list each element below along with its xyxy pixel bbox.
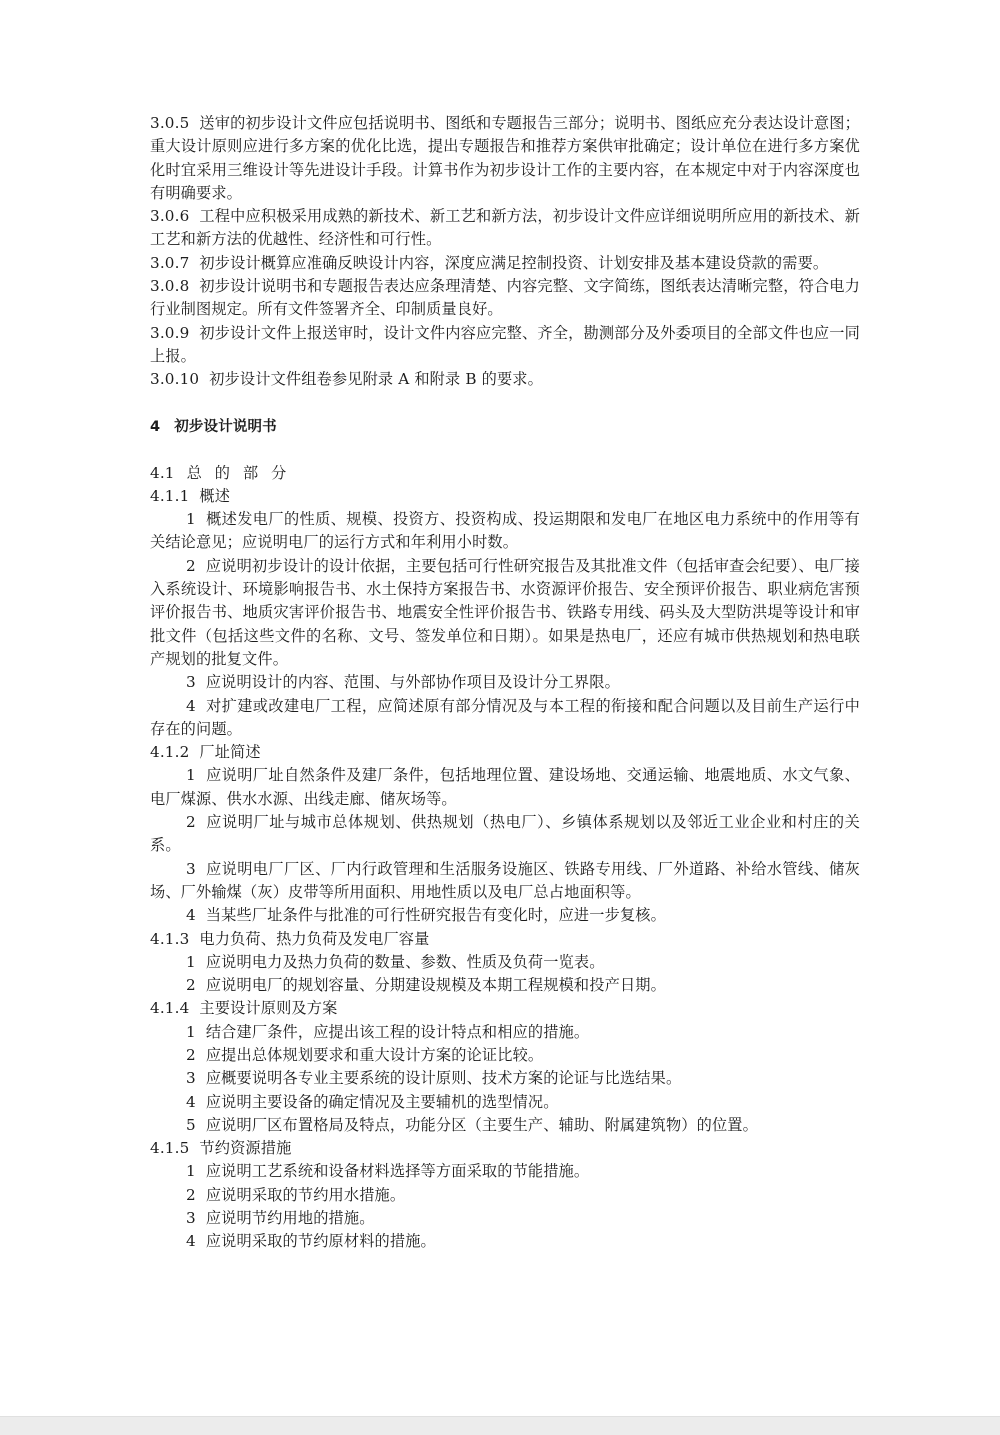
subsection-items-4-1-5 xyxy=(150,1160,860,1253)
subsection-heading-4-1-1 xyxy=(150,485,860,508)
subsection-heading-4-1-2 xyxy=(150,741,860,764)
subsection-number: 4.1.3 xyxy=(150,929,190,948)
item-number: 3 xyxy=(186,1069,196,1088)
item-number: 1 xyxy=(186,1162,196,1181)
section-number: 4.1 xyxy=(150,463,175,482)
item-text: 应说明设计的内容、范围、与外部协作项目及设计分工界限。 xyxy=(205,673,620,692)
chapter-title: 初步设计说明书 xyxy=(174,418,277,435)
subsection-heading-4-1-3 xyxy=(150,928,860,951)
subsection-number: 4.1.4 xyxy=(150,999,190,1018)
item-number: 4 xyxy=(186,696,196,715)
item-number: 1 xyxy=(186,766,196,785)
clause-text: 初步设计文件组卷参见附录 A 和附录 B 的要求。 xyxy=(209,370,543,389)
list-item xyxy=(150,974,860,997)
item-text: 应说明厂区布置格局及特点，功能分区（主要生产、辅助、附属建筑物）的位置。 xyxy=(205,1115,758,1134)
list-item xyxy=(150,858,860,905)
clause-text: 工程中应积极采用成熟的新技术、新工艺和新方法，初步设计文件应详细说明所应用的新技术、新工艺和新方法的优越性、经济性和可行性。 xyxy=(150,207,860,249)
item-text: 应概要说明各专业主要系统的设计原则、技术方案的论证与比选结果。 xyxy=(205,1069,682,1088)
item-number: 5 xyxy=(186,1115,196,1134)
item-number: 1 xyxy=(186,510,196,529)
list-item xyxy=(150,555,860,671)
section-title: 总的部分 xyxy=(186,463,300,482)
list-item xyxy=(150,1044,860,1067)
item-text: 应说明节约用地的措施。 xyxy=(205,1209,375,1228)
item-text: 结合建厂条件，应提出该工程的设计特点和相应的措施。 xyxy=(205,1022,590,1041)
subsection-items-4-1-2 xyxy=(150,764,860,927)
list-item xyxy=(150,1160,860,1183)
item-text: 应说明电厂厂区、厂内行政管理和生活服务设施区、铁路专用线、厂外道路、补给水管线、储灰场、厂外输煤（灰）皮带等所用面积、用地性质以及电厂总占地面积等。 xyxy=(150,859,860,901)
item-text: 应说明采取的节约用水措施。 xyxy=(205,1185,406,1204)
subsection-title: 厂址简述 xyxy=(199,743,261,762)
clause-number: 3.0.8 xyxy=(150,277,190,296)
item-number: 3 xyxy=(186,1209,196,1228)
list-item xyxy=(150,1230,860,1253)
subsection-items-4-1-4 xyxy=(150,1021,860,1137)
item-number: 4 xyxy=(186,1092,196,1111)
item-number: 2 xyxy=(186,813,196,832)
item-text: 对扩建或改建电厂工程，应简述原有部分情况及与本工程的衔接和配合问题以及目前生产运行中存在的问题。 xyxy=(150,696,860,738)
item-text: 应说明厂址自然条件及建厂条件，包括地理位置、建设场地、交通运输、地震地质、水文气象、电厂煤源、供水水源、出线走廊、储灰场等。 xyxy=(150,766,860,808)
clause-3-0-8 xyxy=(150,275,860,322)
subsection-items-4-1-3 xyxy=(150,951,860,998)
item-number: 4 xyxy=(186,1232,196,1251)
viewer-bottom-bar xyxy=(0,1416,1000,1435)
clause-3-0-9 xyxy=(150,322,860,369)
clause-number: 3.0.5 xyxy=(150,114,190,132)
list-item xyxy=(150,508,860,555)
item-text: 应说明工艺系统和设备材料选择等方面采取的节能措施。 xyxy=(205,1162,590,1181)
subsection-number: 4.1.5 xyxy=(150,1139,190,1158)
item-number: 2 xyxy=(186,556,196,575)
list-item xyxy=(150,951,860,974)
item-text: 应说明初步设计的设计依据，主要包括可行性研究报告及其批准文件（包括审查会纪要）、电厂接入系统设计、环境影响报告书、水土保持方案报告书、水资源评价报告、安全预评价报告、职业病危害预评价报告书、地质灾害评价报告书、地震安全性评价报告书、铁路专用线、码头及大型防洪堤等设计和审批文件（包括这些文件的名称、文号、签发单位和日期）。如果是热电厂，还应有城市供热规划和热电联产规划的批复文件。 xyxy=(150,556,860,668)
subsection-number: 4.1.1 xyxy=(150,486,190,505)
clause-text: 送审的初步设计文件应包括说明书、图纸和专题报告三部分；说明书、图纸应充分表达设计意图；重大设计原则应进行多方案的优化比选，提出专题报告和推荐方案供审批确定；设计单位在进行多方案优化时宜采用三维设计等先进设计手段。计算书作为初步设计工作的主要内容，在本规定中对于内容深度也有明确要求。 xyxy=(150,114,860,202)
subsection-heading-4-1-4 xyxy=(150,997,860,1020)
page-content xyxy=(150,112,860,1254)
item-number: 2 xyxy=(186,1045,196,1064)
clause-3-0-7 xyxy=(150,252,860,275)
clause-3-0-6 xyxy=(150,205,860,252)
item-number: 2 xyxy=(186,1185,196,1204)
subsection-heading-4-1-5 xyxy=(150,1137,860,1160)
list-item xyxy=(150,1207,860,1230)
list-item xyxy=(150,1021,860,1044)
item-text: 应说明厂址与城市总体规划、供热规划（热电厂）、乡镇体系规划以及邻近工业企业和村庄的关系。 xyxy=(150,813,860,855)
item-text: 应说明采取的节约原材料的措施。 xyxy=(205,1232,436,1251)
clause-number: 3.0.9 xyxy=(150,323,190,342)
section-heading xyxy=(150,462,860,485)
subsection-title: 主要设计原则及方案 xyxy=(199,999,338,1018)
item-text: 应说明电厂的规划容量、分期建设规模及本期工程规模和投产日期。 xyxy=(205,976,666,995)
clause-3-0-10 xyxy=(150,368,860,391)
list-item xyxy=(150,1184,860,1207)
chapter-heading xyxy=(150,416,860,439)
subsection-title: 节约资源措施 xyxy=(199,1139,292,1158)
list-item xyxy=(150,811,860,858)
item-number: 3 xyxy=(186,673,196,692)
list-item xyxy=(150,671,860,694)
item-text: 应说明电力及热力负荷的数量、参数、性质及负荷一览表。 xyxy=(205,952,605,971)
clause-3-0-5 xyxy=(150,112,860,205)
subsection-number: 4.1.2 xyxy=(150,743,190,762)
item-text: 应说明主要设备的确定情况及主要辅机的选型情况。 xyxy=(205,1092,559,1111)
item-text: 当某些厂址条件与批准的可行性研究报告有变化时，应进一步复核。 xyxy=(205,906,666,925)
item-text: 概述发电厂的性质、规模、投资方、投资构成、投运期限和发电厂在地区电力系统中的作用等有关结论意见；应说明电厂的运行方式和年利用小时数。 xyxy=(150,510,860,552)
list-item xyxy=(150,904,860,927)
subsection-items-4-1-1 xyxy=(150,508,860,741)
clause-number: 3.0.6 xyxy=(150,207,190,226)
list-item xyxy=(150,1091,860,1114)
clause-number: 3.0.10 xyxy=(150,370,200,389)
list-item xyxy=(150,695,860,742)
subsection-title: 电力负荷、热力负荷及发电厂容量 xyxy=(199,929,430,948)
item-number: 2 xyxy=(186,976,196,995)
list-item xyxy=(150,1067,860,1090)
clause-text: 初步设计文件上报送审时，设计文件内容应完整、齐全，勘测部分及外委项目的全部文件也应一同上报。 xyxy=(150,323,860,365)
subsection-title: 概述 xyxy=(199,486,231,505)
list-item xyxy=(150,764,860,811)
list-item xyxy=(150,1114,860,1137)
item-number: 1 xyxy=(186,1022,196,1041)
item-number: 1 xyxy=(186,952,196,971)
clause-text: 初步设计说明书和专题报告表达应条理清楚、内容完整、文字简练，图纸表达清晰完整，符合电力行业制图规定。所有文件签署齐全、印制质量良好。 xyxy=(150,277,860,319)
item-number: 4 xyxy=(186,906,196,925)
clause-number: 3.0.7 xyxy=(150,253,190,272)
item-text: 应提出总体规划要求和重大设计方案的论证比较。 xyxy=(205,1045,544,1064)
clause-text: 初步设计概算应准确反映设计内容，深度应满足控制投资、计划安排及基本建设贷款的需要。 xyxy=(199,253,829,272)
item-number: 3 xyxy=(186,859,196,878)
chapter-number: 4 xyxy=(150,418,161,435)
